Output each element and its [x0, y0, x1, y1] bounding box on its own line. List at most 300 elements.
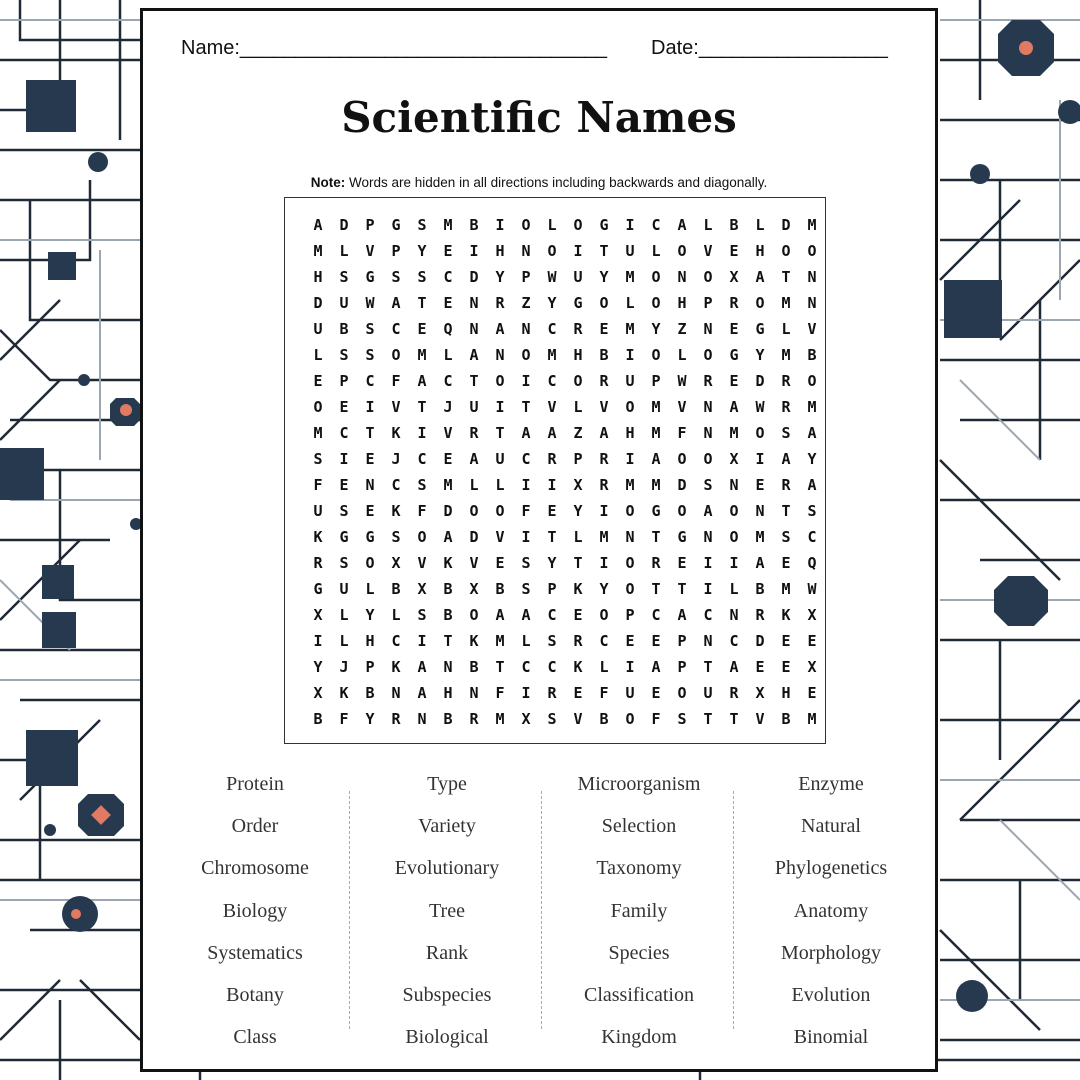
grid-letter[interactable]: T: [365, 424, 375, 442]
grid-letter[interactable]: O: [729, 502, 739, 520]
grid-letter[interactable]: B: [495, 580, 505, 598]
grid-letter[interactable]: O: [807, 242, 817, 260]
grid-letter[interactable]: O: [625, 398, 635, 416]
grid-letter[interactable]: I: [417, 632, 427, 650]
grid-letter[interactable]: P: [521, 268, 531, 286]
grid-letter[interactable]: S: [339, 346, 349, 364]
grid-letter[interactable]: A: [807, 476, 817, 494]
grid-letter[interactable]: N: [755, 502, 765, 520]
grid-letter[interactable]: T: [469, 372, 479, 390]
grid-letter[interactable]: N: [703, 320, 713, 338]
grid-letter[interactable]: P: [547, 580, 557, 598]
grid-letter[interactable]: D: [443, 502, 453, 520]
grid-letter[interactable]: O: [703, 346, 713, 364]
name-blank[interactable]: _________________________________: [239, 37, 607, 59]
grid-letter[interactable]: N: [521, 242, 531, 260]
grid-letter[interactable]: M: [599, 528, 609, 546]
grid-letter[interactable]: B: [755, 580, 765, 598]
grid-letter[interactable]: V: [469, 554, 479, 572]
grid-letter[interactable]: O: [391, 346, 401, 364]
grid-letter[interactable]: Y: [365, 606, 375, 624]
grid-letter[interactable]: F: [677, 424, 687, 442]
grid-letter[interactable]: N: [703, 398, 713, 416]
grid-letter[interactable]: O: [729, 528, 739, 546]
grid-letter[interactable]: M: [651, 476, 661, 494]
grid-letter[interactable]: P: [573, 450, 583, 468]
grid-letter[interactable]: B: [469, 658, 479, 676]
grid-letter[interactable]: F: [599, 684, 609, 702]
grid-letter[interactable]: T: [443, 632, 453, 650]
grid-letter[interactable]: K: [339, 684, 349, 702]
grid-letter[interactable]: B: [391, 580, 401, 598]
grid-letter[interactable]: L: [313, 346, 323, 364]
grid-letter[interactable]: T: [729, 710, 739, 728]
date-blank[interactable]: _________________: [698, 37, 888, 59]
grid-letter[interactable]: B: [365, 684, 375, 702]
grid-letter[interactable]: V: [365, 242, 375, 260]
grid-letter[interactable]: B: [313, 710, 323, 728]
grid-letter[interactable]: R: [781, 398, 791, 416]
grid-letter[interactable]: D: [755, 632, 765, 650]
grid-letter[interactable]: M: [443, 476, 453, 494]
grid-letter[interactable]: A: [443, 528, 453, 546]
grid-letter[interactable]: U: [313, 502, 323, 520]
grid-letter[interactable]: O: [625, 580, 635, 598]
grid-letter[interactable]: F: [521, 502, 531, 520]
grid-letter[interactable]: O: [573, 216, 583, 234]
grid-letter[interactable]: R: [547, 450, 557, 468]
grid-letter[interactable]: Y: [417, 242, 427, 260]
grid-letter[interactable]: C: [443, 372, 453, 390]
grid-letter[interactable]: O: [677, 684, 687, 702]
grid-letter[interactable]: S: [547, 710, 557, 728]
grid-letter[interactable]: L: [651, 242, 661, 260]
grid-letter[interactable]: R: [781, 476, 791, 494]
grid-letter[interactable]: I: [729, 554, 739, 572]
grid-letter[interactable]: E: [339, 398, 349, 416]
grid-letter[interactable]: M: [625, 476, 635, 494]
grid-letter[interactable]: M: [417, 346, 427, 364]
grid-letter[interactable]: A: [469, 450, 479, 468]
grid-letter[interactable]: B: [807, 346, 817, 364]
grid-letter[interactable]: S: [391, 528, 401, 546]
grid-letter[interactable]: N: [495, 346, 505, 364]
grid-letter[interactable]: O: [625, 502, 635, 520]
grid-letter[interactable]: G: [313, 580, 323, 598]
grid-letter[interactable]: R: [469, 424, 479, 442]
grid-letter[interactable]: K: [391, 658, 401, 676]
grid-letter[interactable]: E: [677, 554, 687, 572]
grid-letter[interactable]: T: [703, 710, 713, 728]
grid-letter[interactable]: H: [573, 346, 583, 364]
grid-letter[interactable]: L: [521, 632, 531, 650]
grid-letter[interactable]: S: [417, 476, 427, 494]
grid-letter[interactable]: A: [781, 450, 791, 468]
grid-letter[interactable]: Y: [599, 580, 609, 598]
grid-letter[interactable]: M: [651, 424, 661, 442]
grid-letter[interactable]: L: [573, 528, 583, 546]
grid-letter[interactable]: V: [703, 242, 713, 260]
grid-letter[interactable]: M: [729, 424, 739, 442]
grid-letter[interactable]: T: [781, 502, 791, 520]
grid-letter[interactable]: H: [313, 268, 323, 286]
grid-letter[interactable]: S: [521, 554, 531, 572]
grid-letter[interactable]: T: [521, 398, 531, 416]
grid-letter[interactable]: M: [807, 398, 817, 416]
grid-letter[interactable]: O: [495, 372, 505, 390]
grid-letter[interactable]: L: [729, 580, 739, 598]
grid-letter[interactable]: M: [781, 294, 791, 312]
grid-letter[interactable]: T: [703, 658, 713, 676]
grid-letter[interactable]: U: [625, 242, 635, 260]
grid-letter[interactable]: G: [651, 502, 661, 520]
grid-letter[interactable]: N: [443, 658, 453, 676]
grid-letter[interactable]: U: [313, 320, 323, 338]
grid-letter[interactable]: T: [677, 580, 687, 598]
grid-letter[interactable]: W: [365, 294, 375, 312]
grid-letter[interactable]: M: [807, 216, 817, 234]
grid-letter[interactable]: K: [573, 658, 583, 676]
grid-letter[interactable]: E: [729, 372, 739, 390]
grid-letter[interactable]: E: [599, 320, 609, 338]
grid-letter[interactable]: A: [651, 450, 661, 468]
grid-letter[interactable]: Y: [547, 554, 557, 572]
grid-letter[interactable]: I: [625, 658, 635, 676]
grid-letter[interactable]: O: [417, 528, 427, 546]
grid-letter[interactable]: X: [313, 684, 323, 702]
grid-letter[interactable]: M: [651, 398, 661, 416]
grid-letter[interactable]: E: [781, 632, 791, 650]
grid-letter[interactable]: U: [339, 294, 349, 312]
grid-letter[interactable]: F: [651, 710, 661, 728]
grid-letter[interactable]: H: [625, 424, 635, 442]
grid-letter[interactable]: C: [521, 450, 531, 468]
grid-letter[interactable]: O: [807, 372, 817, 390]
grid-letter[interactable]: G: [755, 320, 765, 338]
grid-letter[interactable]: X: [807, 606, 817, 624]
grid-letter[interactable]: M: [755, 528, 765, 546]
grid-letter[interactable]: A: [521, 606, 531, 624]
grid-letter[interactable]: L: [339, 242, 349, 260]
grid-letter[interactable]: N: [807, 268, 817, 286]
grid-letter[interactable]: E: [417, 320, 427, 338]
grid-letter[interactable]: R: [703, 372, 713, 390]
grid-letter[interactable]: I: [521, 684, 531, 702]
grid-letter[interactable]: V: [443, 424, 453, 442]
grid-letter[interactable]: B: [339, 320, 349, 338]
grid-letter[interactable]: A: [495, 606, 505, 624]
grid-letter[interactable]: V: [547, 398, 557, 416]
grid-letter[interactable]: M: [807, 710, 817, 728]
grid-letter[interactable]: C: [521, 658, 531, 676]
grid-letter[interactable]: M: [625, 320, 635, 338]
grid-letter[interactable]: L: [755, 216, 765, 234]
grid-letter[interactable]: S: [521, 580, 531, 598]
grid-letter[interactable]: K: [443, 554, 453, 572]
grid-letter[interactable]: Y: [807, 450, 817, 468]
grid-letter[interactable]: E: [365, 450, 375, 468]
grid-letter[interactable]: N: [677, 268, 687, 286]
grid-letter[interactable]: D: [313, 294, 323, 312]
grid-letter[interactable]: D: [755, 372, 765, 390]
grid-letter[interactable]: T: [651, 528, 661, 546]
grid-letter[interactable]: C: [599, 632, 609, 650]
grid-letter[interactable]: E: [365, 502, 375, 520]
grid-letter[interactable]: M: [313, 424, 323, 442]
grid-letter[interactable]: Z: [573, 424, 583, 442]
grid-letter[interactable]: C: [547, 606, 557, 624]
grid-letter[interactable]: T: [547, 528, 557, 546]
grid-letter[interactable]: G: [365, 528, 375, 546]
grid-letter[interactable]: D: [781, 216, 791, 234]
grid-letter[interactable]: R: [651, 554, 661, 572]
grid-letter[interactable]: O: [703, 268, 713, 286]
grid-letter[interactable]: D: [469, 268, 479, 286]
grid-letter[interactable]: L: [625, 294, 635, 312]
grid-letter[interactable]: V: [807, 320, 817, 338]
grid-letter[interactable]: U: [573, 268, 583, 286]
grid-letter[interactable]: J: [391, 450, 401, 468]
grid-letter[interactable]: N: [807, 294, 817, 312]
grid-letter[interactable]: N: [729, 606, 739, 624]
grid-letter[interactable]: N: [729, 476, 739, 494]
grid-letter[interactable]: S: [547, 632, 557, 650]
grid-letter[interactable]: O: [599, 606, 609, 624]
grid-letter[interactable]: V: [573, 710, 583, 728]
grid-letter[interactable]: O: [547, 242, 557, 260]
grid-letter[interactable]: T: [417, 294, 427, 312]
grid-letter[interactable]: B: [599, 710, 609, 728]
grid-letter[interactable]: R: [729, 294, 739, 312]
grid-letter[interactable]: D: [677, 476, 687, 494]
date-field[interactable]: [651, 37, 888, 60]
grid-letter[interactable]: N: [521, 320, 531, 338]
grid-letter[interactable]: T: [495, 424, 505, 442]
grid-letter[interactable]: I: [469, 242, 479, 260]
grid-letter[interactable]: M: [781, 580, 791, 598]
grid-letter[interactable]: V: [391, 398, 401, 416]
grid-letter[interactable]: W: [807, 580, 817, 598]
grid-letter[interactable]: O: [651, 294, 661, 312]
grid-letter[interactable]: B: [443, 606, 453, 624]
grid-letter[interactable]: Y: [755, 346, 765, 364]
grid-letter[interactable]: U: [625, 372, 635, 390]
grid-letter[interactable]: I: [703, 554, 713, 572]
grid-letter[interactable]: X: [807, 658, 817, 676]
grid-letter[interactable]: N: [469, 684, 479, 702]
grid-letter[interactable]: S: [417, 268, 427, 286]
grid-letter[interactable]: I: [599, 502, 609, 520]
grid-letter[interactable]: I: [365, 398, 375, 416]
grid-letter[interactable]: E: [807, 684, 817, 702]
grid-letter[interactable]: C: [443, 268, 453, 286]
grid-letter[interactable]: H: [495, 242, 505, 260]
grid-letter[interactable]: A: [495, 320, 505, 338]
grid-letter[interactable]: H: [365, 632, 375, 650]
grid-letter[interactable]: B: [443, 710, 453, 728]
grid-letter[interactable]: T: [781, 268, 791, 286]
grid-letter[interactable]: Q: [807, 554, 817, 572]
grid-letter[interactable]: O: [625, 554, 635, 572]
grid-letter[interactable]: L: [365, 580, 375, 598]
grid-letter[interactable]: R: [599, 450, 609, 468]
grid-letter[interactable]: T: [417, 398, 427, 416]
grid-letter[interactable]: I: [339, 450, 349, 468]
grid-letter[interactable]: M: [781, 346, 791, 364]
grid-letter[interactable]: I: [417, 424, 427, 442]
grid-letter[interactable]: K: [469, 632, 479, 650]
grid-letter[interactable]: L: [339, 606, 349, 624]
grid-letter[interactable]: R: [599, 476, 609, 494]
grid-letter[interactable]: B: [469, 216, 479, 234]
grid-letter[interactable]: P: [677, 632, 687, 650]
grid-letter[interactable]: V: [677, 398, 687, 416]
grid-letter[interactable]: G: [391, 216, 401, 234]
grid-letter[interactable]: O: [651, 346, 661, 364]
grid-letter[interactable]: A: [651, 658, 661, 676]
grid-letter[interactable]: U: [495, 450, 505, 468]
grid-letter[interactable]: G: [677, 528, 687, 546]
grid-letter[interactable]: I: [625, 450, 635, 468]
grid-letter[interactable]: L: [443, 346, 453, 364]
grid-letter[interactable]: A: [313, 216, 323, 234]
grid-letter[interactable]: M: [495, 710, 505, 728]
grid-letter[interactable]: T: [495, 658, 505, 676]
grid-letter[interactable]: X: [729, 268, 739, 286]
grid-letter[interactable]: K: [573, 580, 583, 598]
grid-letter[interactable]: A: [547, 424, 557, 442]
grid-letter[interactable]: I: [703, 580, 713, 598]
grid-letter[interactable]: S: [703, 476, 713, 494]
grid-letter[interactable]: L: [573, 398, 583, 416]
grid-letter[interactable]: U: [339, 580, 349, 598]
grid-letter[interactable]: S: [677, 710, 687, 728]
grid-letter[interactable]: L: [599, 658, 609, 676]
grid-letter[interactable]: W: [755, 398, 765, 416]
grid-letter[interactable]: O: [703, 450, 713, 468]
grid-letter[interactable]: P: [365, 216, 375, 234]
grid-letter[interactable]: S: [781, 528, 791, 546]
grid-letter[interactable]: S: [365, 320, 375, 338]
grid-letter[interactable]: A: [729, 658, 739, 676]
grid-letter[interactable]: R: [547, 684, 557, 702]
grid-letter[interactable]: I: [521, 528, 531, 546]
grid-letter[interactable]: E: [729, 242, 739, 260]
grid-letter[interactable]: U: [469, 398, 479, 416]
grid-letter[interactable]: D: [339, 216, 349, 234]
grid-letter[interactable]: C: [391, 476, 401, 494]
grid-letter[interactable]: N: [365, 476, 375, 494]
grid-letter[interactable]: A: [755, 554, 765, 572]
grid-letter[interactable]: C: [339, 424, 349, 442]
grid-letter[interactable]: H: [443, 684, 453, 702]
name-field[interactable]: [181, 37, 607, 60]
grid-letter[interactable]: R: [313, 554, 323, 572]
grid-letter[interactable]: O: [755, 294, 765, 312]
grid-letter[interactable]: N: [391, 684, 401, 702]
grid-letter[interactable]: E: [443, 242, 453, 260]
grid-letter[interactable]: M: [495, 632, 505, 650]
grid-letter[interactable]: I: [599, 554, 609, 572]
grid-letter[interactable]: V: [495, 528, 505, 546]
grid-letter[interactable]: R: [573, 632, 583, 650]
grid-letter[interactable]: A: [417, 684, 427, 702]
grid-letter[interactable]: O: [677, 242, 687, 260]
grid-letter[interactable]: B: [599, 346, 609, 364]
grid-letter[interactable]: C: [391, 632, 401, 650]
grid-letter[interactable]: O: [755, 424, 765, 442]
grid-letter[interactable]: A: [417, 658, 427, 676]
grid-letter[interactable]: O: [521, 346, 531, 364]
grid-letter[interactable]: C: [547, 372, 557, 390]
grid-letter[interactable]: A: [417, 372, 427, 390]
grid-letter[interactable]: V: [599, 398, 609, 416]
grid-letter[interactable]: I: [547, 476, 557, 494]
grid-letter[interactable]: C: [547, 658, 557, 676]
grid-letter[interactable]: Z: [521, 294, 531, 312]
grid-letter[interactable]: A: [807, 424, 817, 442]
grid-letter[interactable]: N: [469, 320, 479, 338]
grid-letter[interactable]: H: [781, 684, 791, 702]
grid-letter[interactable]: M: [547, 346, 557, 364]
grid-letter[interactable]: H: [677, 294, 687, 312]
grid-letter[interactable]: A: [599, 424, 609, 442]
grid-letter[interactable]: H: [755, 242, 765, 260]
grid-letter[interactable]: L: [781, 320, 791, 338]
grid-letter[interactable]: X: [469, 580, 479, 598]
grid-letter[interactable]: N: [417, 710, 427, 728]
grid-letter[interactable]: C: [703, 606, 713, 624]
grid-letter[interactable]: I: [313, 632, 323, 650]
grid-letter[interactable]: L: [547, 216, 557, 234]
grid-letter[interactable]: E: [547, 502, 557, 520]
grid-letter[interactable]: E: [729, 320, 739, 338]
grid-letter[interactable]: E: [651, 684, 661, 702]
grid-letter[interactable]: E: [573, 606, 583, 624]
grid-letter[interactable]: S: [365, 346, 375, 364]
grid-letter[interactable]: M: [443, 216, 453, 234]
grid-letter[interactable]: D: [469, 528, 479, 546]
grid-letter[interactable]: R: [391, 710, 401, 728]
grid-letter[interactable]: A: [391, 294, 401, 312]
grid-letter[interactable]: N: [625, 528, 635, 546]
grid-letter[interactable]: B: [781, 710, 791, 728]
grid-letter[interactable]: T: [599, 242, 609, 260]
grid-letter[interactable]: J: [339, 658, 349, 676]
grid-letter[interactable]: T: [573, 554, 583, 572]
grid-letter[interactable]: J: [443, 398, 453, 416]
grid-letter[interactable]: S: [391, 268, 401, 286]
grid-letter[interactable]: S: [339, 268, 349, 286]
grid-letter[interactable]: A: [755, 268, 765, 286]
grid-letter[interactable]: O: [781, 242, 791, 260]
grid-letter[interactable]: N: [703, 632, 713, 650]
grid-letter[interactable]: P: [625, 606, 635, 624]
grid-letter[interactable]: A: [677, 606, 687, 624]
grid-letter[interactable]: R: [469, 710, 479, 728]
grid-letter[interactable]: O: [313, 398, 323, 416]
grid-letter[interactable]: E: [651, 632, 661, 650]
grid-letter[interactable]: C: [365, 372, 375, 390]
grid-letter[interactable]: E: [755, 476, 765, 494]
grid-letter[interactable]: O: [495, 502, 505, 520]
grid-letter[interactable]: O: [599, 294, 609, 312]
grid-letter[interactable]: V: [417, 554, 427, 572]
grid-letter[interactable]: R: [729, 684, 739, 702]
grid-letter[interactable]: F: [495, 684, 505, 702]
grid-letter[interactable]: E: [339, 476, 349, 494]
grid-letter[interactable]: P: [365, 658, 375, 676]
